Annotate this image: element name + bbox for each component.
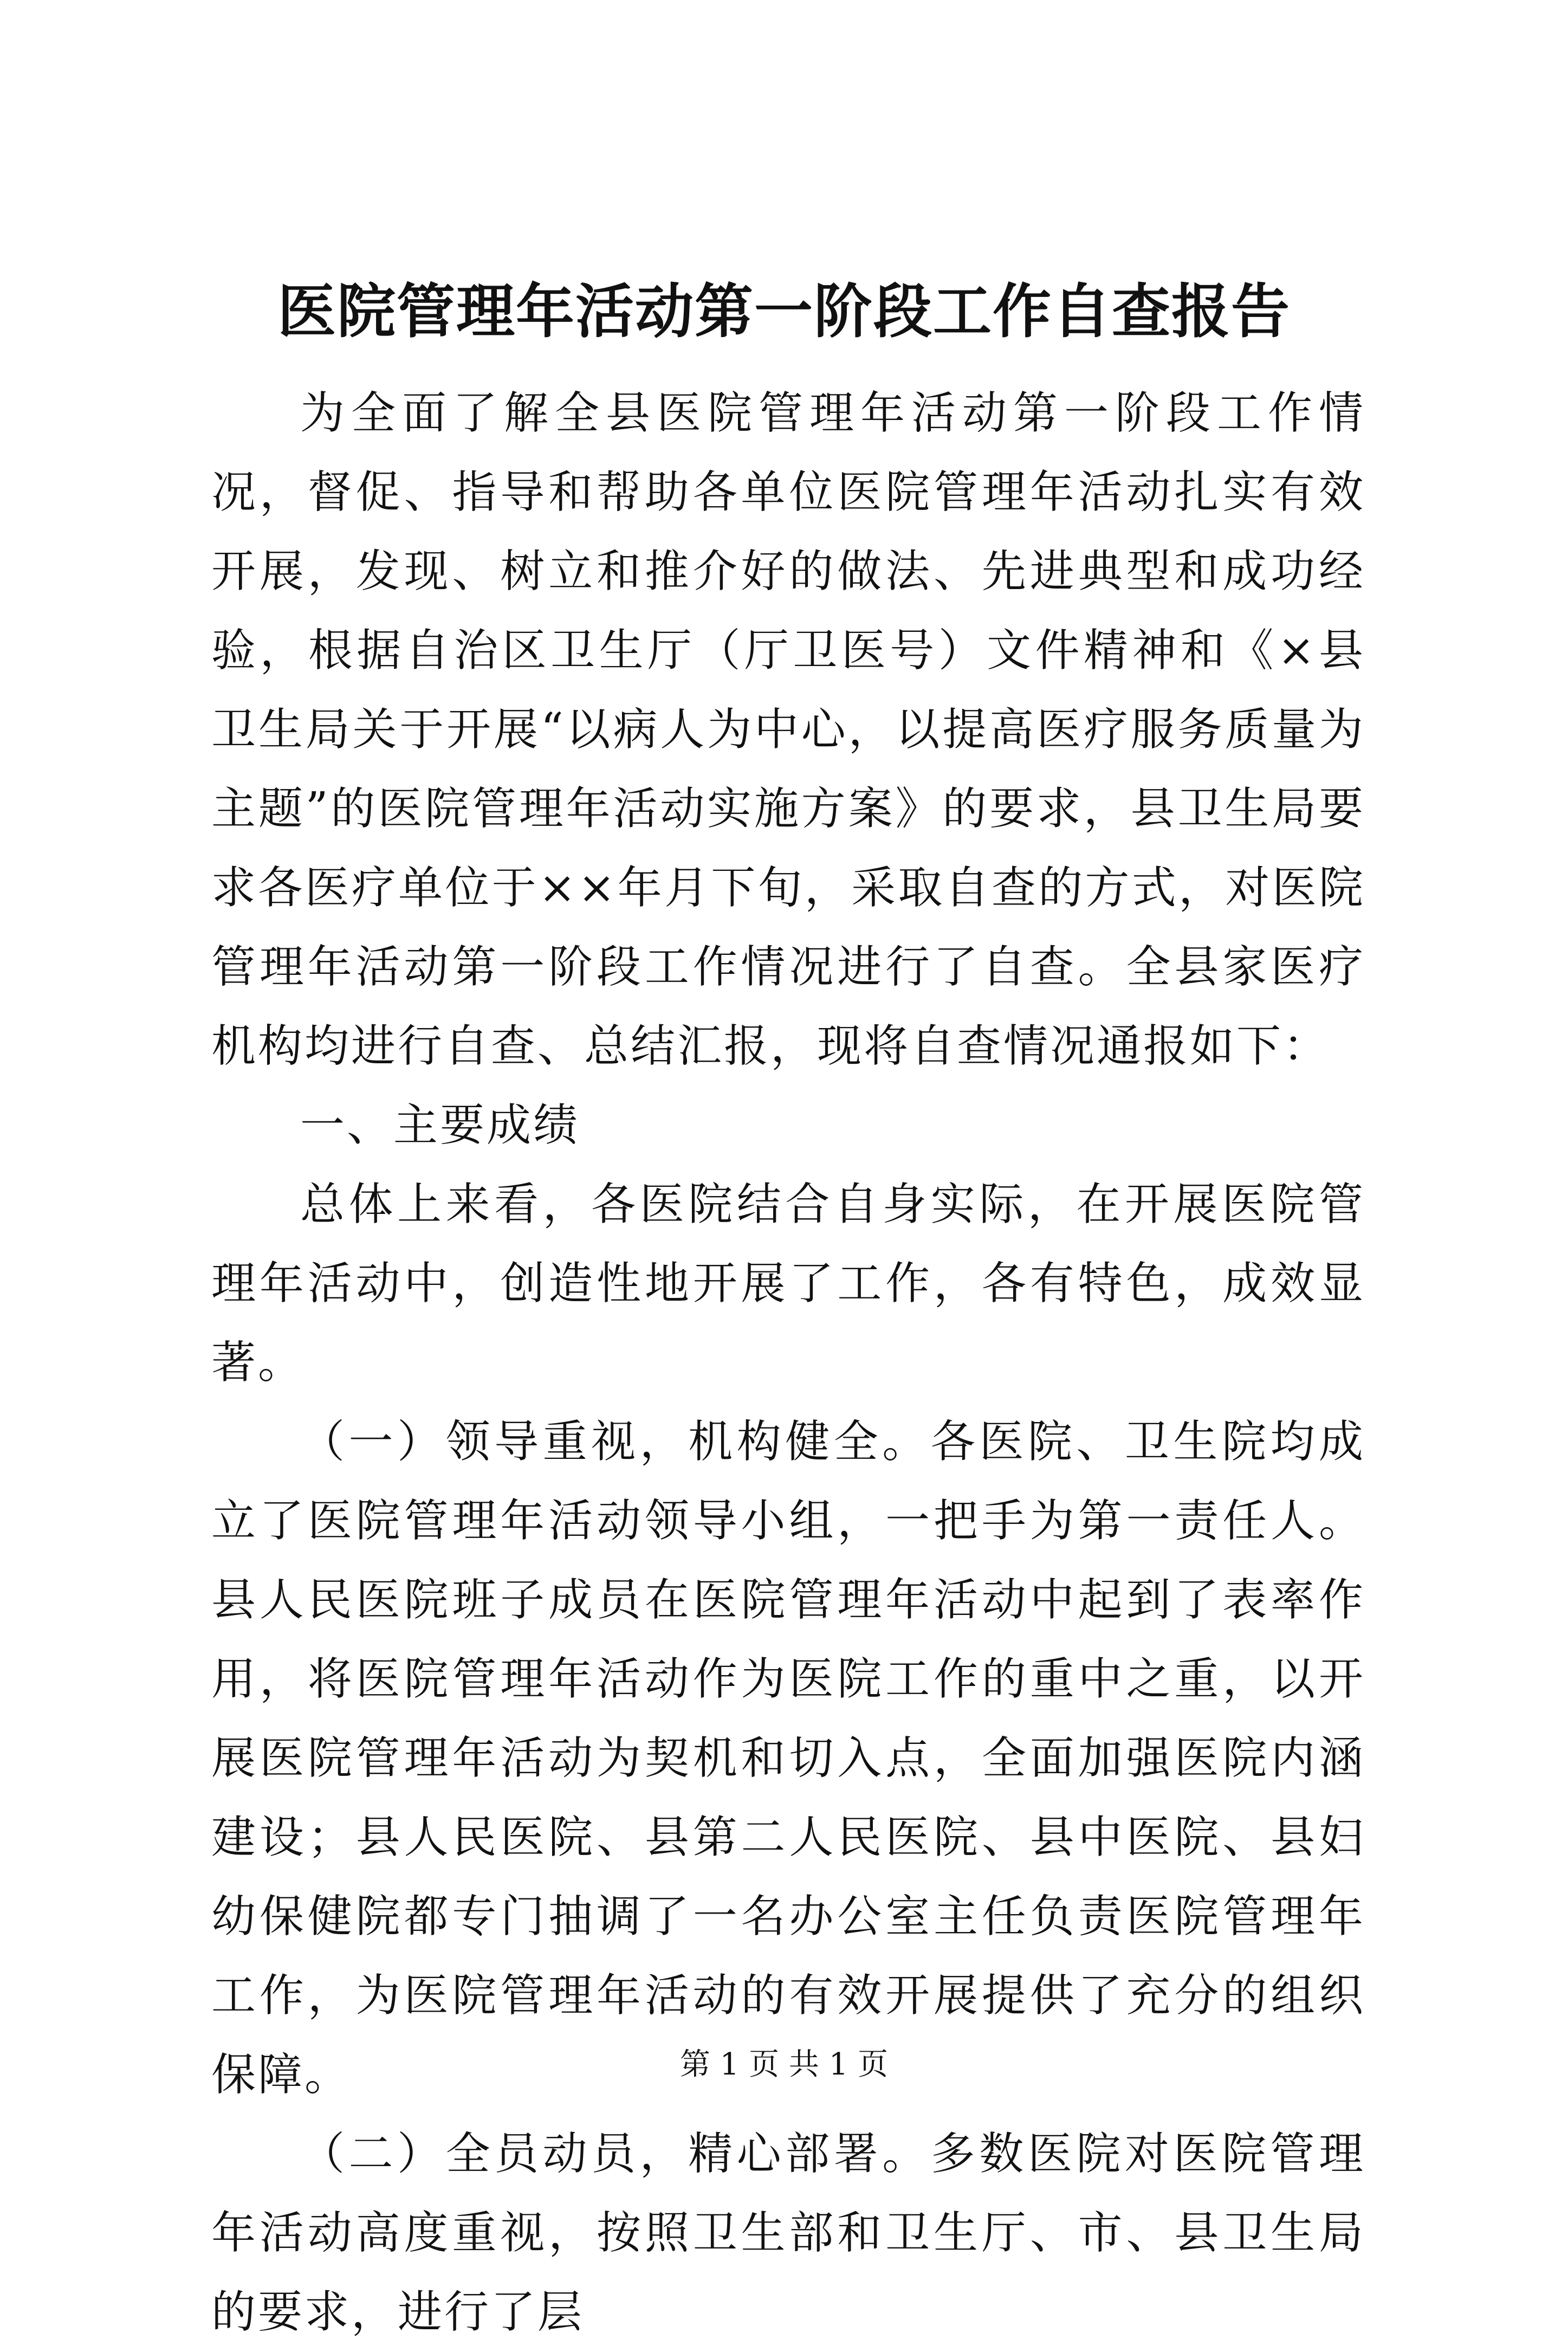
paragraph-mobilization: （二）全员动员，精心部署。多数医院对医院管理年活动高度重视，按照卫生部和卫生厅、市、县卫生局的要求，进行了层	[211, 2128, 1365, 2338]
section-heading-main-achievements: 一、主要成绩	[300, 1100, 580, 1151]
paragraph-leadership: （一）领导重视，机构健全。各医院、卫生院均成立了医院管理年活动领导小组，一把手为第一责任人。县人民医院班子成员在医院管理年活动中起到了表率作用，将医院管理年活动作为医院工作的重中之重，以开展医院管理年活动为契机和切入点，全面加强医院内涵建设；县人民医院、县第二人民医院、县中医院、县妇幼保健院都专门抽调了一名办公室主任负责医院管理年工作，为医院管理年活动的有效开展提供了充分的组织保障。	[211, 1416, 1365, 2101]
paragraph-intro: 为全面了解全县医院管理年活动第一阶段工作情况，督促、指导和帮助各单位医院管理年活动扎实有效开展，发现、树立和推介好的做法、先进典型和成功经验，根据自治区卫生厅（厅卫医号）文件精神和《×县卫生局关于开展“以病人为中心，以提高医疗服务质量为主题”的医院管理年活动实施方案》的要求，县卫生局要求各医疗单位于××年月下旬，采取自查的方式，对医院管理年活动第一阶段工作情况进行了自查。全县家医疗机构均进行自查、总结汇报，现将自查情况通报如下：	[211, 387, 1365, 1072]
document-title: 医院管理年活动第一阶段工作自查报告	[277, 277, 1291, 346]
paragraph-overview: 总体上来看，各医院结合自身实际，在开展医院管理年活动中，创造性地开展了工作，各有特色，成效显著。	[211, 1179, 1365, 1388]
page-footer: 第 1 页 共 1 页	[679, 2047, 889, 2082]
